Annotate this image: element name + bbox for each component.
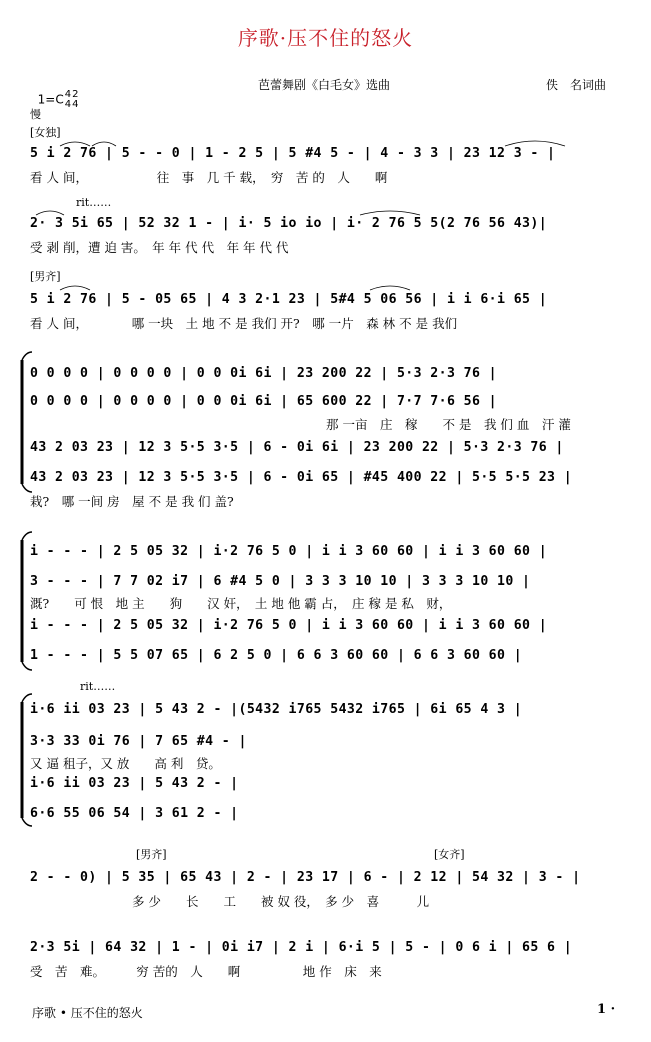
footer-title: 序歌 • 压不住的怒火 xyxy=(32,1006,143,1020)
notation-line: 43 2 03 23 | 12 3 5·5 3·5 | 6 - 0i 65 | #45 400 22 | 5·5 5·5 23 | xyxy=(30,470,573,485)
notation-line: 2· 3 5i 65 | 52 32 1 - | i· 5 io io | i· 2 76 5 5(2 76 56 43)| xyxy=(30,216,548,231)
system-bracket-hook xyxy=(22,662,32,670)
lyrics-line: 看 人 间， 往 事 几 千 载， 穷 苦 的 人 啊 xyxy=(30,170,388,185)
lyrics-line: 受 苦 难。 穷 苦的 人 啊 地 作 床 来 xyxy=(30,964,382,979)
source-label: 芭蕾舞剧《白毛女》选曲 xyxy=(258,78,391,92)
time-bottom: 4 xyxy=(72,99,79,110)
slur xyxy=(36,211,64,215)
key-signature xyxy=(30,76,78,110)
lyrics-line: 又 逼 租子，又 放 高 利 贷。 xyxy=(30,756,221,771)
system-bracket-hook xyxy=(22,532,32,540)
lyrics-line: 栽? 哪 一间 房 屋 不 是 我 们 盖? xyxy=(30,494,234,509)
notation-line: 6·6 55 06 54 | 3 61 2 - | xyxy=(30,806,239,821)
lyrics-line: 看 人 间， 哪 一块 土 地 不 是 我们 开? 哪 一片 森 林 不 是 我们 xyxy=(30,316,458,331)
time-top: 2 xyxy=(72,89,79,100)
system-bracket-hook xyxy=(22,352,32,360)
voice-label-male-chorus: [男齐] xyxy=(30,270,61,283)
notation-line: 0 0 0 0 | 0 0 0 0 | 0 0 0i 6i | 23 200 22 | 5·3 2·3 76 | xyxy=(30,366,498,381)
notation-line: 3 - - - | 7 7 02 i7 | 6 #4 5 0 | 3 3 3 10 10 | 3 3 3 10 10 | xyxy=(30,574,531,589)
notation-line: 2·3 5i | 64 32 | 1 - | 0i i7 | 2 i | 6·i 5 | 5 - | 0 6 i | 65 6 | xyxy=(30,940,573,955)
lyrics-line: 受 剥 削，遭 迫 害。 年 年 代 代 年 年 代 代 xyxy=(30,240,289,255)
notation-line: i·6 ii 03 23 | 5 43 2 - |(5432 i765 5432 i765 | 6i 65 4 3 | xyxy=(30,702,523,717)
notation-line: 5 i 2 76 | 5 - 05 65 | 4 3 2·1 23 | 5#4 5 06 56 | i i 6·i 65 | xyxy=(30,292,548,307)
rit-mark: rit…… xyxy=(80,680,116,693)
time-bottom: 4 xyxy=(64,99,72,110)
lyrics-line: 溉? 可 恨 地 主 狗 汉 奸， 土 地 他 霸 占， 庄 稼 是 私 财， xyxy=(30,596,452,611)
tempo-mark: 慢 xyxy=(30,108,41,121)
notation-line: 5 i 2 76 | 5 - - 0 | 1 - 2 5 | 5 #4 5 - | 4 - 3 3 | 23 12 3 - | xyxy=(30,146,556,161)
voice-label-solo-female: [女独] xyxy=(30,126,61,139)
slur xyxy=(360,211,420,215)
voice-label-female-chorus: [女齐] xyxy=(434,848,465,861)
key-prefix: 1=C xyxy=(37,92,64,107)
time-signature-1 xyxy=(65,90,71,110)
composer-label: 佚 名词曲 xyxy=(546,78,607,92)
time-top: 4 xyxy=(64,89,72,100)
time-signature-2 xyxy=(72,90,78,110)
notation-line: i·6 ii 03 23 | 5 43 2 - | xyxy=(30,776,239,791)
notation-line: 2 - - 0) | 5 35 | 65 43 | 2 - | 23 17 | 6 - | 2 12 | 54 32 | 3 - | xyxy=(30,870,581,885)
notation-line: 3·3 33 0i 76 | 7 65 #4 - | xyxy=(30,734,247,749)
slur xyxy=(370,286,410,290)
rit-mark: rit…… xyxy=(76,196,112,209)
voice-label-male-chorus: [男齐] xyxy=(136,848,167,861)
notation-line: i - - - | 2 5 05 32 | i·2 76 5 0 | i i 3 60 60 | i i 3 60 60 | xyxy=(30,544,548,559)
notation-line: 0 0 0 0 | 0 0 0 0 | 0 0 0i 6i | 65 600 22 | 7·7 7·6 56 | xyxy=(30,394,498,409)
lyrics-line: 多 少 长 工 被 奴 役， 多 少 喜 儿 xyxy=(132,894,430,909)
notation-line: i - - - | 2 5 05 32 | i·2 76 5 0 | i i 3 60 60 | i i 3 60 60 | xyxy=(30,618,548,633)
song-title: 序歌·压不住的怒火 xyxy=(237,26,414,50)
system-bracket-hook xyxy=(22,694,32,702)
notation-line: 43 2 03 23 | 12 3 5·5 3·5 | 6 - 0i 6i | 23 200 22 | 5·3 2·3 76 | xyxy=(30,440,564,455)
page-number: 1 · xyxy=(597,1002,616,1017)
lyrics-line: 那 一亩 庄 稼 不 是 我 们 血 汗 灌 xyxy=(326,417,571,432)
system-bracket-hook xyxy=(22,484,32,492)
slur xyxy=(60,286,90,290)
notation-line: 1 - - - | 5 5 07 65 | 6 2 5 0 | 6 6 3 60 60 | 6 6 3 60 60 | xyxy=(30,648,523,663)
